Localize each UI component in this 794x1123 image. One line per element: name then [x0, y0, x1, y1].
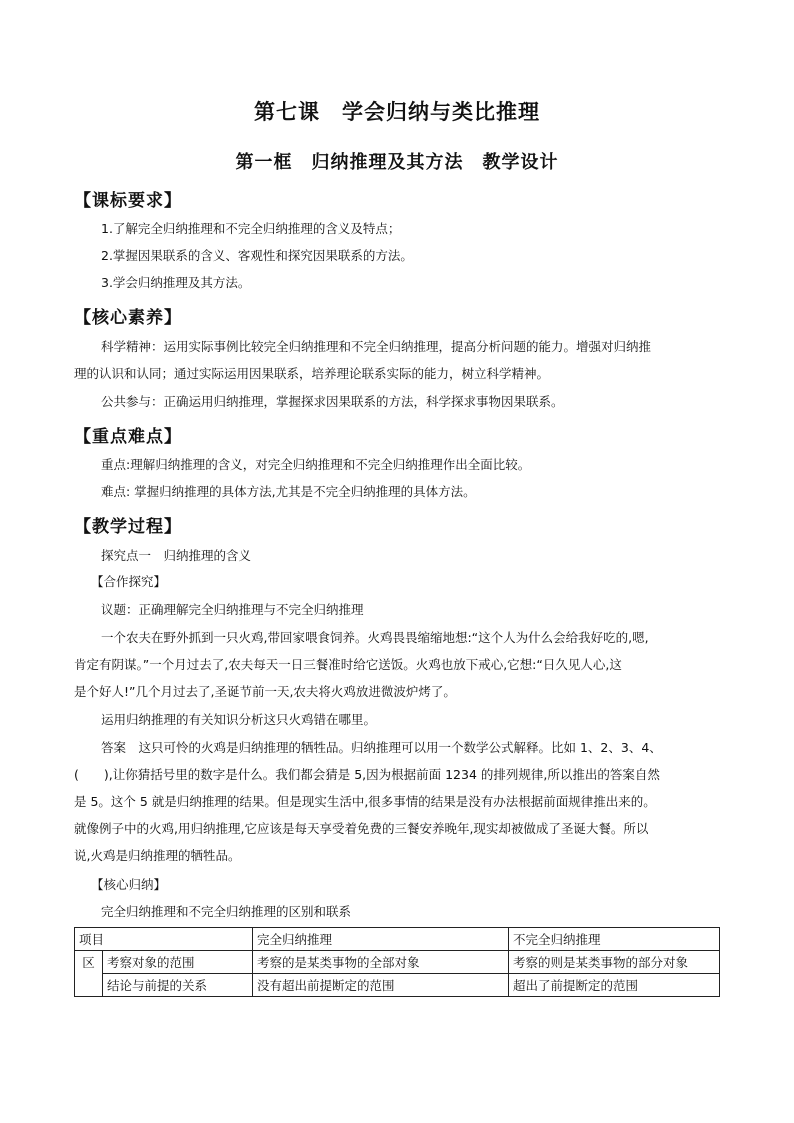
story-line-3: 是个好人!”几个月过去了,圣诞节前一天,农夫将火鸡放进微波炉烤了。 — [74, 684, 456, 699]
comparison-table — [74, 927, 720, 997]
answer-line-3: 是 5。这个 5 就是归纳推理的结果。但是现实生活中,很多事情的结果是没有办法根据前面规律推出来的。 — [74, 794, 656, 809]
table-cell: 结论与前提的关系 — [103, 974, 253, 997]
section-subtitle: 第一框 归纳推理及其方法 教学设计 — [235, 152, 559, 173]
answer-line-2: ( ),让你猜括号里的数字是什么。我们都会猜是 5,因为根据前面 1234 的排列规律,所以推出的答案自然 — [74, 767, 660, 782]
heading-jiaoxue: 【教学过程】 — [74, 517, 182, 537]
hexin-line-3: 公共参与：正确运用归纳推理，掌握探求因果联系的方法，科学探求事物因果联系。 — [101, 394, 564, 409]
heading-zhongdian: 【重点难点】 — [74, 427, 182, 447]
table-row — [75, 951, 720, 974]
table-cell: 考察的则是某类事物的部分对象 — [509, 951, 720, 974]
table-header-cell: 不完全归纳推理 — [509, 928, 720, 951]
table-header-row — [75, 928, 720, 951]
kebiao-item-3: 3.学会归纳推理及其方法。 — [101, 275, 251, 290]
heading-kebiao: 【课标要求】 — [74, 191, 182, 211]
table-header-cell: 完全归纳推理 — [253, 928, 509, 951]
hexin-line-1: 科学精神：运用实际事例比较完全归纳推理和不完全归纳推理，提高分析问题的能力。增强对归纳推 — [101, 339, 652, 354]
table-header-cell: 项目 — [75, 928, 253, 951]
hezuo-heading: 【合作探究】 — [91, 574, 167, 589]
kebiao-item-2: 2.掌握因果联系的含义、客观性和探究因果联系的方法。 — [101, 248, 413, 263]
table-cell: 考察对象的范围 — [103, 951, 253, 974]
hexin-line-2: 理的认识和认同；通过实际运用因果联系，培养理论联系实际的能力，树立科学精神。 — [74, 366, 550, 381]
answer-line-1: 答案 这只可怜的火鸡是归纳推理的牺牲品。归纳推理可以用一个数学公式解释。比如 1、2、3、4、 — [101, 740, 662, 755]
answer-line-5: 说,火鸡是归纳推理的牺牲品。 — [74, 848, 241, 863]
story-line-2: 肯定有阴谋。”一个月过去了,农夫每天一日三餐准时给它送饭。火鸡也放下戒心,它想:“日久见人心,这 — [74, 657, 622, 672]
heading-hexin: 【核心素养】 — [74, 308, 182, 328]
lesson-title: 第七课 学会归纳与类比推理 — [254, 99, 540, 124]
table-group-label: 区 — [75, 951, 103, 997]
table-row — [75, 974, 720, 997]
answer-line-4: 就像例子中的火鸡,用归纳推理,它应该是每天享受着免费的三餐安养晚年,现实却被做成了圣诞大餐。所以 — [74, 821, 649, 836]
question-line: 运用归纳推理的有关知识分析这只火鸡错在哪里。 — [101, 712, 377, 727]
explore-point-1: 探究点一 归纳推理的含义 — [101, 548, 252, 563]
nandian-line: 难点: 掌握归纳推理的具体方法,尤其是不完全归纳推理的具体方法。 — [101, 484, 476, 499]
table-cell: 考察的是某类事物的全部对象 — [253, 951, 509, 974]
story-line-1: 一个农夫在野外抓到一只火鸡,带回家喂食饲养。火鸡畏畏缩缩地想:“这个人为什么会给我好吃的,嗯, — [101, 630, 649, 645]
kebiao-item-1: 1.了解完全归纳推理和不完全归纳推理的含义及特点； — [101, 221, 401, 236]
hexinguina-heading: 【核心归纳】 — [91, 877, 167, 892]
yiti-line: 议题：正确理解完全归纳推理与不完全归纳推理 — [101, 602, 364, 617]
table-cell: 超出了前提断定的范围 — [509, 974, 720, 997]
zhongdian-line: 重点:理解归纳推理的含义，对完全归纳推理和不完全归纳推理作出全面比较。 — [101, 457, 531, 472]
table-caption: 完全归纳推理和不完全归纳推理的区别和联系 — [101, 904, 352, 919]
table-cell: 没有超出前提断定的范围 — [253, 974, 509, 997]
